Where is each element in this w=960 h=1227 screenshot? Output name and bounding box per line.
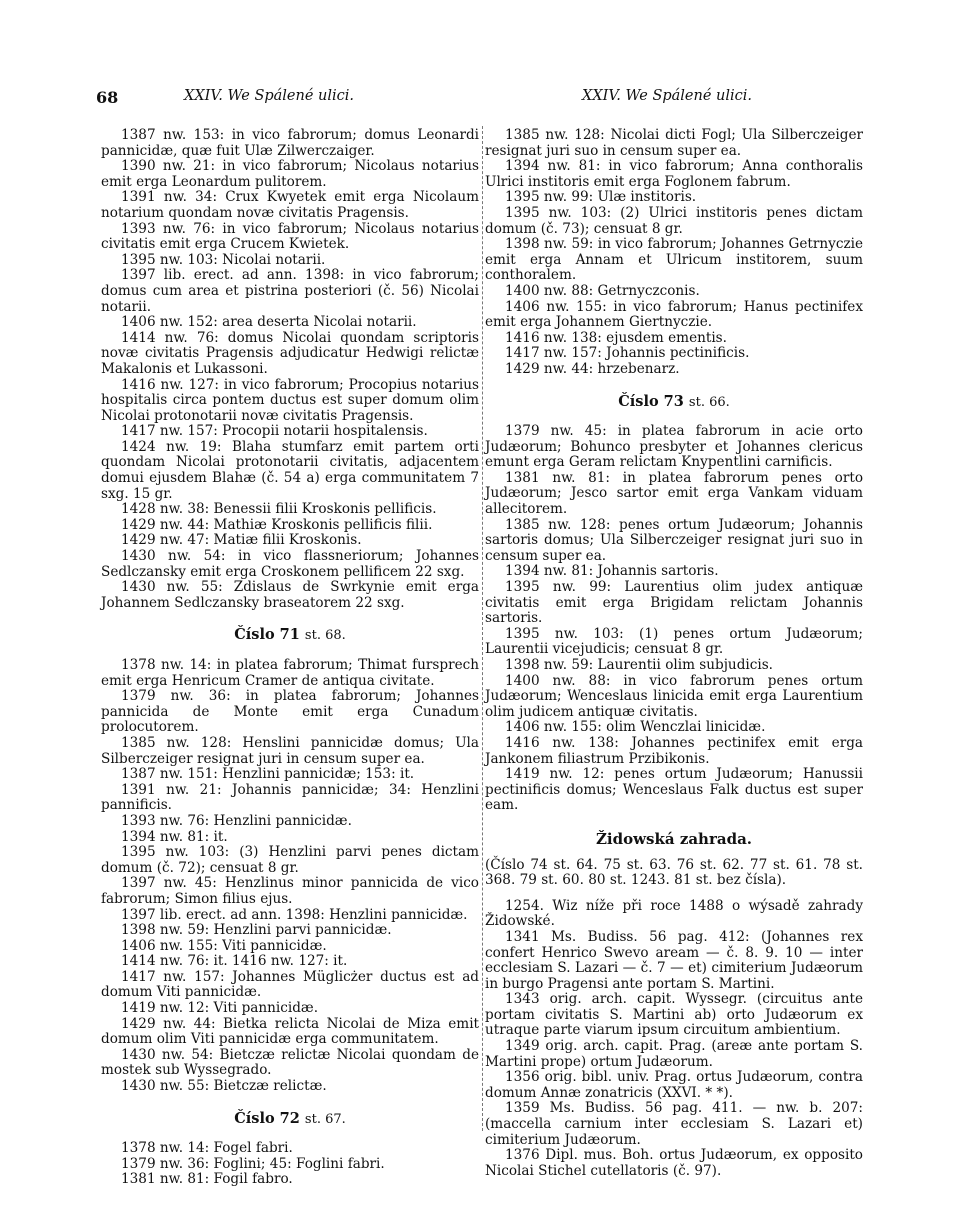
entry: 1395 nw. 103: (3) Henzlini parvi penes dictam domum (č. 72); censuat 8 gr. — [101, 844, 479, 876]
entries-72-continued — [485, 128, 863, 378]
entry: 1378 nw. 14: Fogel fabri. — [121, 1140, 293, 1157]
running-head-right: XXIV. We Spálené ulici. — [582, 88, 753, 104]
running-head-left: XXIV. We Spálené ulici. — [184, 88, 355, 104]
entry: 1379 nw. 45: in platea fabrorum in acie orto Judæorum; Bohunco presbyter et Johannes clericus emunt erga Geram relictam Knypentlini carnificis. — [485, 423, 863, 471]
entry: 1417 nw. 157: Johannes Müglicżer ductus est ad domum Viti pannicidæ. — [101, 968, 479, 1001]
entry: 1417 nw. 157: Procopii notarii hospitalensis. — [121, 423, 428, 440]
heading-73-number: Číslo 73 — [618, 392, 684, 410]
entry: 1416 nw. 138: ejusdem ementis. — [505, 329, 727, 346]
entries-continued — [101, 128, 479, 611]
entry: 1416 nw. 127: in vico fabrorum; Procopius notarius hospitalis circa pontem ductus est super domum olim Nicolai protonotarii novæ civitatis Pragensis. — [101, 376, 479, 424]
entry: 1428 nw. 38: Benessii filii Kroskonis pellificis. — [121, 501, 437, 518]
entries-73 — [485, 424, 863, 814]
entry: 1429 nw. 44: hrzebenarz. — [505, 360, 680, 377]
entry: 1343 orig. arch. capit. Wyssegr. (circuitus ante portam civitatis S. Martini ab) orto Judæorum ex utraque parte viarum ipsum circuitum ambientium. — [485, 991, 863, 1039]
entry: 1429 nw. 47: Matiæ filii Kroskonis. — [121, 532, 362, 549]
entry: 1381 nw. 81: Fogil fabro. — [121, 1171, 293, 1188]
entry: 1395 nw. 103: (2) Ulrici institoris penes dictam domum (č. 73); censuat 8 gr. — [485, 204, 863, 237]
entry: 1341 Ms. Budiss. 56 pag. 412: (Johannes rex confert Henrico Swevo aream — č. 8. 9. 10 — inter ecclesiam S. Lazari — č. 7 — et) cimiterium Judæorum in burgo Pragensi ante portam S. Martini. — [485, 928, 863, 992]
heading-72-st: st. 67. — [304, 1111, 346, 1127]
entry: 1398 nw. 59: in vico fabrorum; Johannes Getrnyczie emit erga Annam et Ulricum institorem, suum conthoralem. — [485, 236, 863, 284]
entry: 1393 nw. 76: in vico fabrorum; Nicolaus notarius civitatis emit erga Crucem Kwietek. — [101, 220, 479, 253]
entry: 1416 nw. 138: Johannes pectinifex emit erga Jankonem filiastrum Przibikonis. — [485, 734, 863, 767]
entry: 1429 nw. 44: Mathiæ Kroskonis pellificis filii. — [121, 516, 433, 533]
entry: 1394 nw. 81: Johannis sartoris. — [505, 563, 719, 580]
entry: 1406 nw. 152: area deserta Nicolai notarii. — [121, 314, 417, 331]
entry: 1419 nw. 12: penes ortum Judæorum; Hanussii pectinificis domus; Wenceslaus Falk ductus est super eam. — [485, 766, 863, 814]
right-column — [485, 128, 863, 1179]
entry: 1387 nw. 151: Henzlini pannicidæ; 153: it. — [121, 766, 415, 783]
heading-73-st: st. 66. — [688, 394, 730, 410]
entry: 1397 nw. 45: Henzlinus minor pannicida de vico fabrorum; Simon filius ejus. — [101, 875, 479, 907]
entry: 1398 nw. 59: Laurentii olim subjudicis. — [505, 657, 773, 673]
entry: 1254. Wiz níže při roce 1488 o wýsadě zahrady Židowské. — [485, 897, 863, 930]
page-number: 68 — [96, 88, 119, 107]
entry: 1390 nw. 21: in vico fabrorum; Nicolaus notarius emit erga Leonardum pulitorem. — [101, 158, 479, 190]
entries-zidovska — [485, 899, 863, 1180]
entry: 1395 nw. 99: Ulæ institoris. — [505, 189, 697, 206]
column-divider — [482, 126, 483, 1131]
entry: 1395 nw. 103: Nicolai notarii. — [121, 251, 326, 268]
entry: 1378 nw. 14: in platea fabrorum; Thimat fursprech emit erga Henricum Cramer de antiqua civitate. — [101, 657, 479, 689]
entry: 1424 nw. 19: Blaha stumfarz emit partem orti quondam Nicolai protonotarii civitatis, adjacentem domui ejusdem Blahæ (č. 54 a) erga communitatem 7 sxg. 15 gr. — [101, 438, 479, 502]
section-heading-73 — [485, 394, 863, 411]
entry: 1417 nw. 157: Johannis pectinificis. — [505, 345, 750, 362]
entry: 1387 nw. 153: in vico fabrorum; domus Leonardi pannicidæ, quæ fuit Ulæ Zilwerczaiger. — [101, 127, 479, 159]
entry: 1419 nw. 12: Viti pannicidæ. — [121, 1000, 319, 1017]
heading-71-st: st. 68. — [304, 628, 346, 644]
entry: 1430 nw. 54: in vico flassneriorum; Johannes Sedlczansky emit erga Croskonem pellificem 22 sxg. — [101, 548, 479, 580]
entry: 1395 nw. 99: Laurentius olim judex antiquæ civitatis emit erga Brigidam relictam Johannis sartoris. — [485, 579, 863, 627]
entry: 1391 nw. 34: Crux Kwyetek emit erga Nicolaum notarium quondam novæ civitatis Pragensis. — [101, 189, 479, 221]
entry: 1394 nw. 81: it. — [121, 828, 228, 845]
left-column — [101, 128, 479, 1188]
entry: 1385 nw. 128: penes ortum Judæorum; Johannis sartoris domus; Ula Silberczeiger resignat juri suo in censum super ea. — [485, 516, 863, 564]
entry: 1397 lib. erect. ad ann. 1398: in vico fabrorum; domus cum area et pistrina posteriori (č. 56) Nicolai notarii. — [101, 267, 479, 315]
entry: 1406 nw. 155: in vico fabrorum; Hanus pectinifex emit erga Johannem Giertnyczie. — [485, 298, 863, 331]
entry: 1376 Dipl. mus. Boh. ortus Judæorum, ex opposito Nicolai Stichel cutellatoris (č. 97). — [485, 1147, 863, 1179]
entry: 1395 nw. 103: (1) penes ortum Judæorum; Laurentii vicejudicis; censuat 8 gr. — [485, 625, 863, 658]
entry: 1393 nw. 76: Henzlini pannicidæ. — [121, 812, 352, 829]
entries-71 — [101, 658, 479, 1095]
entry: 1356 orig. bibl. univ. Prag. ortus Judæorum, contra domum Annæ zonatricis (XXVI. * *). — [485, 1069, 863, 1101]
heading-71-number: Číslo 71 — [234, 626, 300, 644]
entry: 1349 orig. arch. capit. Prag. (areæ ante portam S. Martini prope) ortum Judæorum. — [485, 1038, 863, 1070]
entry: 1430 nw. 54: Bietczæ relictæ Nicolai quondam de mostek sub Wyssegrado. — [101, 1046, 479, 1079]
heading-72-number: Číslo 72 — [234, 1109, 300, 1127]
entry: 1398 nw. 59: Henzlini parvi pannicidæ. — [121, 922, 392, 939]
entry: 1400 nw. 88: in vico fabrorum penes ortum Judæorum; Wenceslaus linicida emit erga Laurentium olim judicem antiquæ civitatis. — [485, 672, 863, 720]
page-header — [0, 88, 960, 112]
entry: 1391 nw. 21: Johannis pannicidæ; 34: Henzlini pannificis. — [101, 781, 479, 814]
entry: 1381 nw. 81: in platea fabrorum penes orto Judæorum; Jesco sartor emit erga Vankam viduam allecitorem. — [485, 469, 863, 518]
section-heading-71 — [101, 627, 479, 644]
zidovska-subheading: (Číslo 74 st. 64. 75 st. 63. 76 st. 62. 77 st. 61. 78 st. 368. 79 st. 60. 80 st. 1243. 81 st. bez čísla). — [485, 856, 863, 889]
entry: 1379 nw. 36: Foglini; 45: Foglini fabri. — [121, 1155, 385, 1172]
entry: 1394 nw. 81: in vico fabrorum; Anna conthoralis Ulrici institoris emit erga Foglonem fabrum. — [485, 158, 863, 190]
entry: 1414 nw. 76: it. 1416 nw. 127: it. — [121, 953, 348, 970]
entry: 1406 nw. 155: Viti pannicidæ. — [121, 937, 327, 954]
entry: 1400 nw. 88: Getrnyczconis. — [505, 282, 700, 299]
entries-72 — [101, 1141, 479, 1188]
entry: 1359 Ms. Budiss. 56 pag. 411. — nw. b. 207: (maccella carnium inter ecclesiam S. Lazari et) cimiterium Judæorum. — [485, 1100, 863, 1148]
entry: 1397 lib. erect. ad ann. 1398: Henzlini pannicidæ. — [121, 906, 468, 923]
section-heading-72 — [101, 1111, 479, 1128]
entry: 1406 nw. 155: olim Wenczlai linicidæ. — [505, 719, 766, 736]
entry: 1429 nw. 44: Bietka relicta Nicolai de Miza emit domum olim Viti pannicidæ erga communitatem. — [101, 1015, 479, 1048]
entry: 1414 nw. 76: domus Nicolai quondam scriptoris novæ civitatis Pragensis adjudicatur Hedwigi relictæ Makalonis et Lukassoni. — [101, 329, 479, 377]
entry: 1430 nw. 55: Zdislaus de Swrkynie emit erga Johannem Sedlczansky braseatorem 22 sxg. — [101, 579, 479, 611]
entry: 1379 nw. 36: in platea fabrorum; Johannes pannicida de Monte emit erga Cunadum prolocutorem. — [101, 688, 479, 736]
section-heading-zidovska: Židowská zahrada. — [595, 829, 753, 848]
entry: 1385 nw. 128: Henslini pannicidæ domus; Ula Silberczeiger resignat juri in censum super ea. — [101, 734, 479, 767]
entry: 1430 nw. 55: Bietczæ relictæ. — [121, 1078, 327, 1095]
entry: 1385 nw. 128: Nicolai dicti Fogl; Ula Silberczeiger resignat juri suo in censum super ea. — [485, 127, 863, 159]
